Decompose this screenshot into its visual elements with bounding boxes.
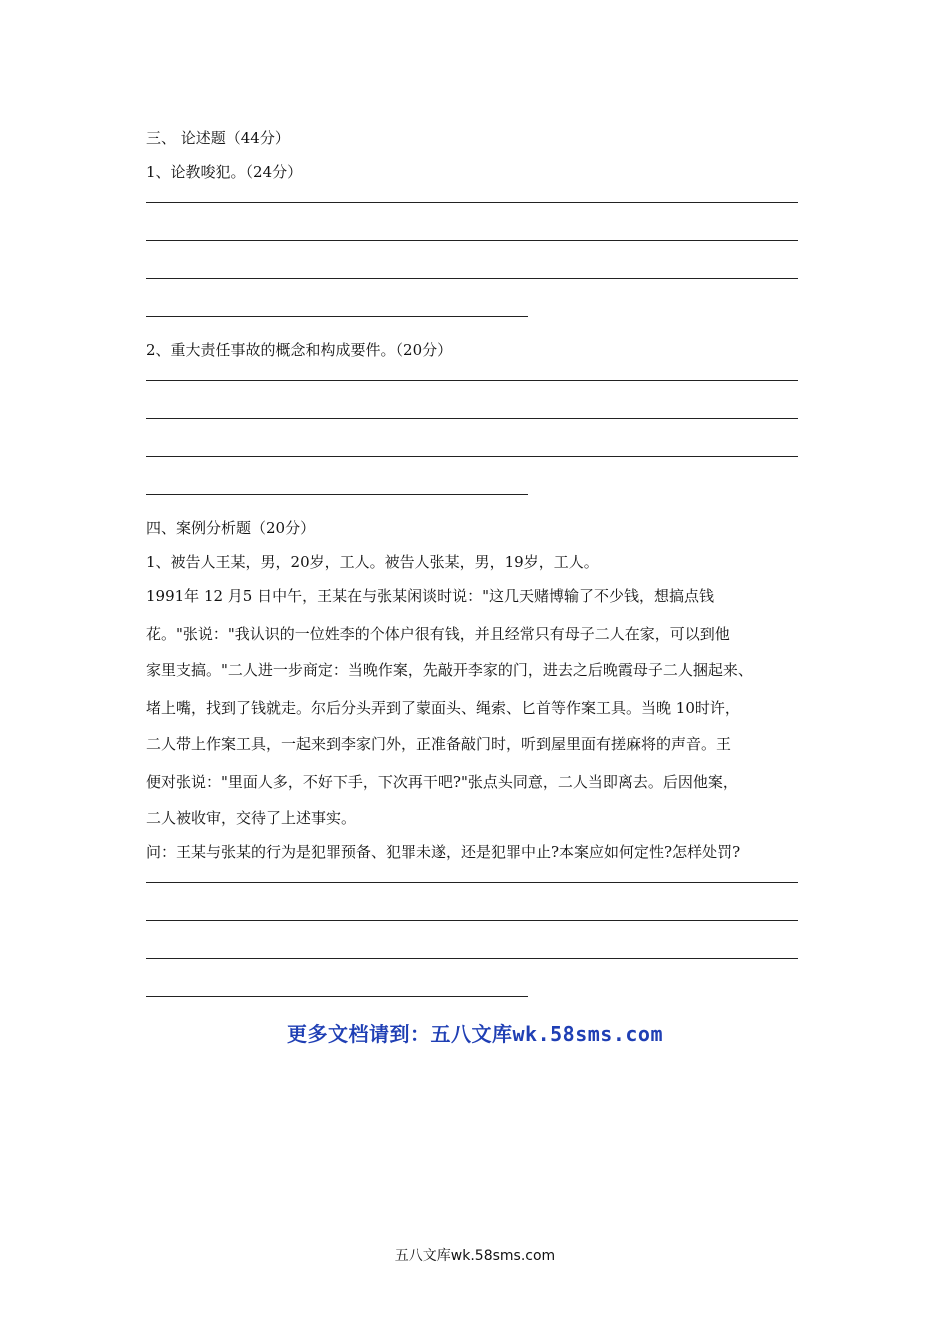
answer-line: [146, 920, 798, 921]
answer-line: [146, 240, 798, 241]
case-line: 二人带上作案工具，一起来到李家门外，正准备敲门时，听到屋里面有搓麻将的声音。王: [146, 735, 732, 753]
section-3-heading: 三、 论述题（44分）: [146, 129, 290, 147]
answer-line: [146, 882, 798, 883]
answer-line: [146, 202, 798, 203]
case-question: 问：王某与张某的行为是犯罪预备、犯罪未遂，还是犯罪中止?本案应如何定性?怎样处罚?: [146, 843, 741, 861]
answer-line: [146, 278, 798, 279]
answer-line: [146, 456, 798, 457]
promo-link[interactable]: 更多文档请到：五八文库wk.58sms.com: [287, 1022, 663, 1046]
case-line: 堵上嘴，找到了钱就走。尔后分头弄到了蒙面头、绳索、匕首等作案工具。当晚 10时许，: [146, 699, 740, 717]
case-line: 家里支搞。"二人进一步商定：当晚作案，先敲开李家的门，进去之后晚霞母子二人捆起来、: [146, 661, 753, 679]
case-line: 1991年 12 月5 日中午，王某在与张某闲谈时说："这几天赌博输了不少钱，想搞点钱: [146, 587, 715, 605]
answer-line: [146, 958, 798, 959]
case-line: 便对张说："里面人多，不好下手，下次再干吧?"张点头同意，二人当即离去。后因他案，: [146, 773, 738, 791]
answer-line: [146, 316, 528, 317]
answer-line: [146, 418, 798, 419]
case-line: 1、被告人王某，男，20岁，工人。被告人张某，男，19岁，工人。: [146, 553, 599, 571]
question-1: 1、论教唆犯。（24分）: [146, 163, 303, 181]
section-4-heading: 四、案例分析题（20分）: [146, 519, 316, 537]
answer-line: [146, 996, 528, 997]
case-line: 二人被收审，交待了上述事实。: [146, 809, 357, 827]
question-2: 2、重大责任事故的概念和构成要件。（20分）: [146, 341, 453, 359]
page-footer: 五八文库wk.58sms.com: [394, 1248, 556, 1264]
case-line: 花。"张说："我认识的一位姓李的个体户很有钱，并且经常只有母子二人在家，可以到他: [146, 625, 730, 643]
answer-line: [146, 380, 798, 381]
answer-line: [146, 494, 528, 495]
